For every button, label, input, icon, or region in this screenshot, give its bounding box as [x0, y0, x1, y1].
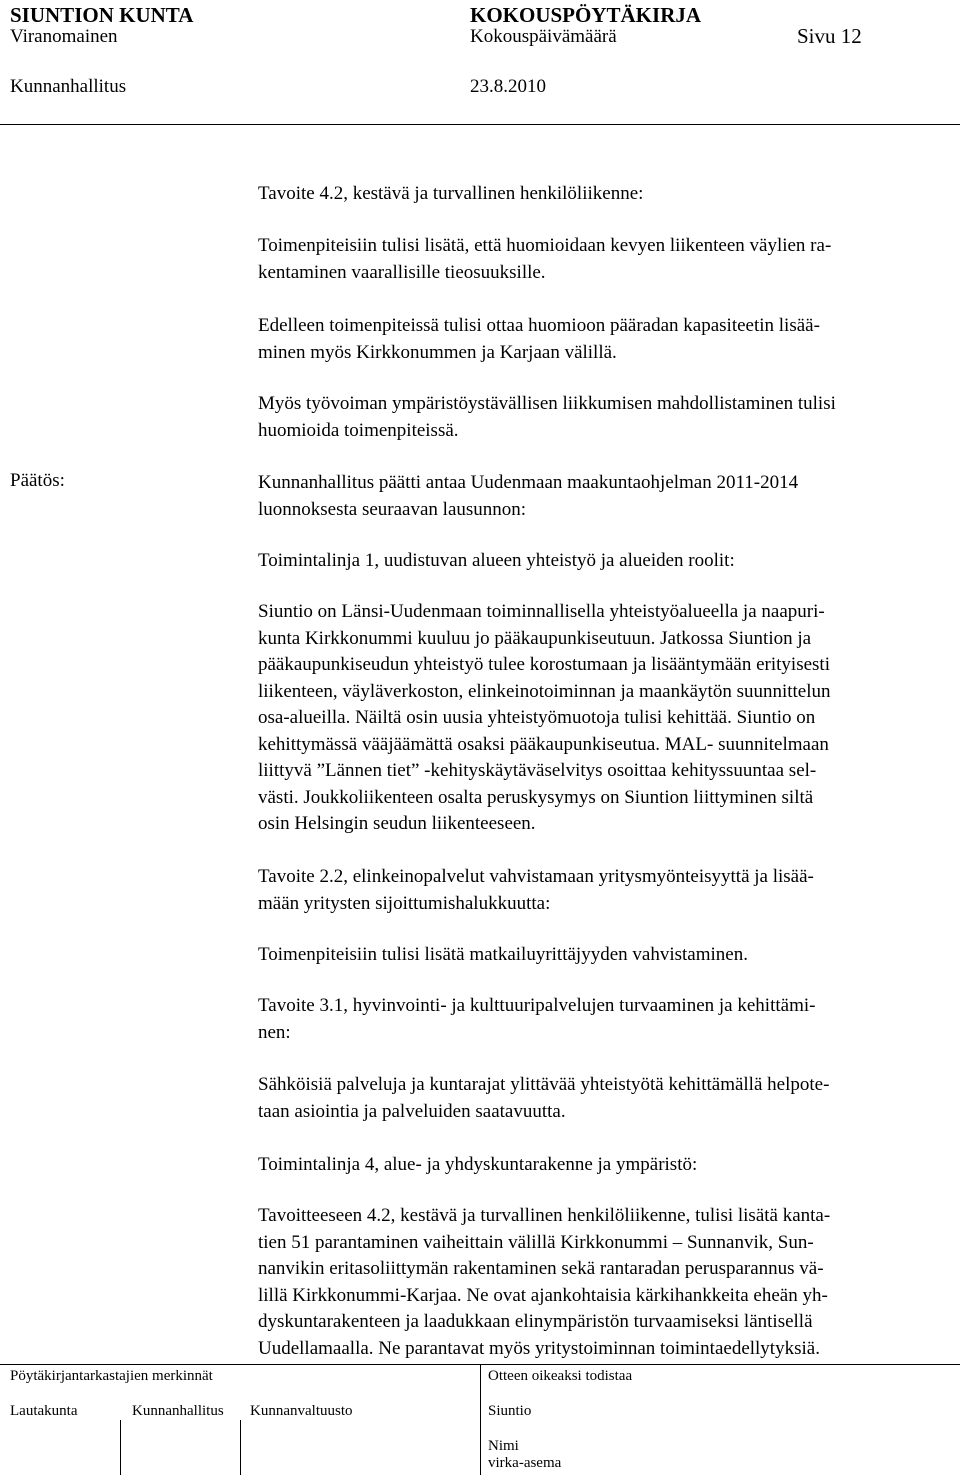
text-line: taan asiointia ja palveluiden saatavuutta.: [258, 1100, 566, 1122]
page-number: Sivu 12: [797, 24, 862, 48]
text-line: mään yritysten sijoittumishalukkuutta:: [258, 892, 551, 914]
text-line: kunta Kirkkonummi kuuluu jo pääkaupunkiseutuun. Jatkossa Siuntion ja: [258, 627, 812, 649]
text-line: pääkaupunkiseudun yhteistyö tulee korostumaan ja lisääntymään erityisesti: [258, 654, 830, 675]
document-type: KOKOUSPÖYTÄKIRJA: [470, 3, 702, 27]
text-line: osin Helsingin seudun liikenteeseen.: [258, 813, 536, 834]
footer-cell-divider: [120, 1420, 121, 1475]
text-line: Kunnanhallitus päätti antaa Uudenmaan maakuntaohjelman 2011-2014: [258, 472, 799, 493]
paragraph-decision: [258, 470, 798, 523]
paragraph-siuntio-cooperation: [258, 599, 831, 838]
meeting-date: 23.8.2010: [470, 76, 546, 97]
text-line: Tavoitteeseen 4.2, kestävä ja turvallinen henkilöliikenne, tulisi lisätä kanta-: [258, 1205, 831, 1226]
text-line: tien 51 parantaminen vaiheittain välillä Kirkkonummi – Sunnanvik, Sun-: [258, 1231, 814, 1253]
text-line: lillä Kirkkonummi-Karjaa. Ne ovat ajankohtaisia kärkihankkeita eheän yh-: [258, 1284, 828, 1306]
text-line: nanvikin eritasoliittymän rakentaminen sekä rantaradan perusparannus vä-: [258, 1258, 824, 1279]
paragraph-light-traffic: [258, 233, 831, 286]
text-line: Toimintalinja 4, alue- ja yhdyskuntarakenne ja ympäristö:: [258, 1154, 698, 1175]
text-line: liittyvä ”Lännen tiet” -kehityskäytäväselvitys osoittaa kehityssuuntaa sel-: [258, 760, 817, 781]
paragraph-goal-4-2: [258, 181, 643, 208]
text-line: kentaminen vaarallisille tieosuuksille.: [258, 261, 546, 283]
text-line: Uudellamaalla. Ne parantavat myös yritystoiminnan toimintaedellytyksiä.: [258, 1337, 820, 1359]
footer-name-label: Nimi: [488, 1438, 519, 1454]
paragraph-workforce: [258, 391, 836, 444]
text-line: västi. Joukkoliikenteen osalta peruskysymys on Siuntion liittyminen siltä: [258, 786, 814, 808]
footer-title-label: virka-asema: [488, 1455, 562, 1471]
footer-municipal-board: Kunnanhallitus: [132, 1403, 224, 1419]
paragraph-goal-3-1: [258, 993, 815, 1046]
footer-council: Kunnanvaltuusto: [250, 1403, 353, 1419]
text-line: dyskuntarakenteen ja laadukkaan elinympäristön turvaamiseksi läntisellä: [258, 1311, 813, 1332]
certified-label: Otteen oikeaksi todistaa: [488, 1368, 633, 1384]
text-line: Tavoite 3.1, hyvinvointi- ja kulttuuripalvelujen turvaaminen ja kehittämi-: [258, 995, 816, 1016]
paragraph-goal-2-2: [258, 864, 814, 917]
paragraph-main-line: [258, 313, 820, 366]
date-label: Kokouspäivämäärä: [470, 26, 617, 47]
paragraph-policy-line-1: [258, 548, 735, 575]
text-line: Toimintalinja 1, uudistuvan alueen yhteistyö ja alueiden roolit:: [258, 550, 735, 571]
municipality-name: SIUNTION KUNTA: [10, 3, 194, 27]
decision-label: Päätös:: [10, 470, 65, 491]
text-line: Sähköisiä palveluja ja kuntarajat ylittävää yhteistyötä kehittämällä helpote-: [258, 1074, 830, 1095]
footer-board: Lautakunta: [10, 1403, 78, 1419]
text-line: Edelleen toimenpiteissä tulisi ottaa huomioon pääradan kapasiteetin lisää-: [258, 315, 820, 336]
paragraph-tourism: [258, 942, 748, 969]
text-line: nen:: [258, 1021, 291, 1043]
text-line: minen myös Kirkkonummen ja Karjaan välillä.: [258, 341, 617, 363]
text-line: liikenteen, väyläverkoston, elinkeinotoiminnan ja maankäytön suunnittelun: [258, 680, 831, 702]
footer-cell-divider: [240, 1420, 241, 1475]
paragraph-e-services: [258, 1072, 829, 1125]
text-line: kehittymässä vääjäämättä osaksi pääkaupunkiseutua. MAL- suunnitelmaan: [258, 733, 829, 755]
text-line: Myös työvoiman ympäristöystävällisen liikkumisen mahdollistaminen tulisi: [258, 393, 836, 414]
authority-label: Viranomainen: [10, 26, 118, 47]
reviewers-label: Pöytäkirjantarkastajien merkinnät: [10, 1368, 213, 1384]
authority-value: Kunnanhallitus: [10, 76, 127, 97]
paragraph-road-51: [258, 1203, 830, 1362]
header-divider: [0, 124, 960, 125]
text-line: Tavoite 4.2, kestävä ja turvallinen henkilöliikenne:: [258, 183, 644, 204]
text-line: luonnoksesta seuraavan lausunnon:: [258, 498, 527, 520]
text-line: Toimenpiteisiin tulisi lisätä matkailuyrittäjyyden vahvistaminen.: [258, 944, 748, 965]
text-line: Toimenpiteisiin tulisi lisätä, että huomioidaan kevyen liikenteen väylien ra-: [258, 235, 832, 256]
footer-column-divider: [480, 1364, 481, 1475]
text-line: Siuntio on Länsi-Uudenmaan toiminnallisella yhteistyöalueella ja naapuri-: [258, 601, 825, 622]
text-line: huomioida toimenpiteissä.: [258, 419, 459, 441]
text-line: Tavoite 2.2, elinkeinopalvelut vahvistamaan yritysmyönteisyyttä ja lisää-: [258, 866, 814, 887]
text-line: osa-alueilla. Näiltä osin uusia yhteistyömuotoja tulisi kehittää. Siuntio on: [258, 707, 816, 728]
footer-place: Siuntio: [488, 1403, 532, 1419]
paragraph-policy-line-4: [258, 1152, 697, 1179]
